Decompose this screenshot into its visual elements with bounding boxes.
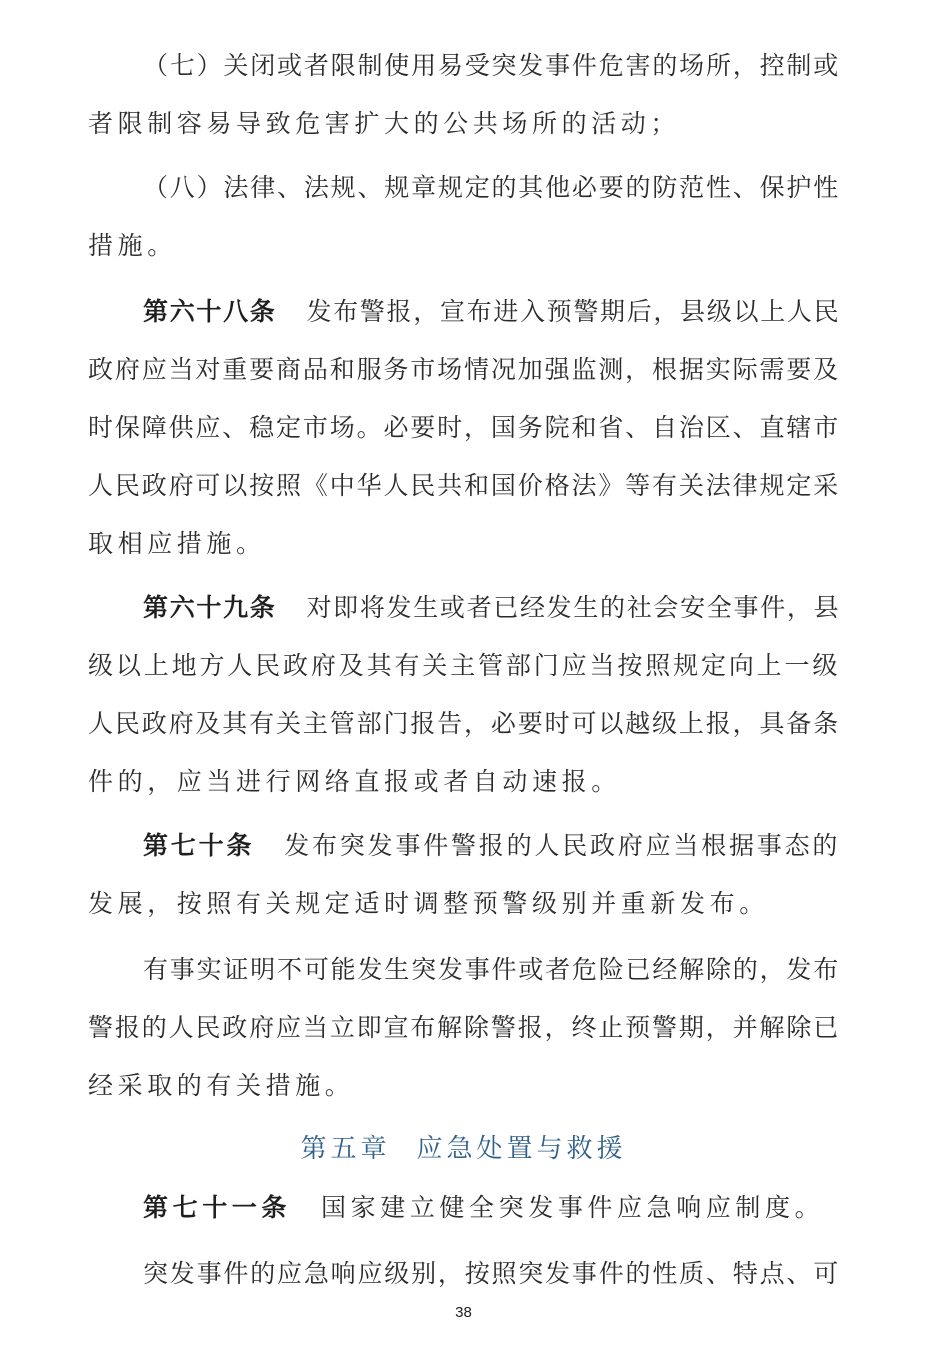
page-number: 38 xyxy=(455,1304,472,1321)
article-68-line-5: 取相应措施。 xyxy=(88,529,266,558)
paragraph-item-7-line-2: 者限制容易导致危害扩大的公共场所的活动； xyxy=(88,109,681,138)
article-70-para-2-line-2: 警报的人民政府应当立即宣布解除警报，终止预警期，并解除已 xyxy=(88,1013,840,1042)
article-70-para-2-line-3: 经采取的有关措施。 xyxy=(88,1071,355,1100)
paragraph-item-7-line-1: （七）关闭或者限制使用易受突发事件危害的场所，控制或 xyxy=(143,51,840,80)
article-69-line-1 xyxy=(143,590,840,626)
chapter-title: 应急处置与救援 xyxy=(416,1134,627,1164)
article-70-para-2-line-1: 有事实证明不可能发生突发事件或者危险已经解除的，发布 xyxy=(143,955,840,984)
article-69-text: 对即将发生或者已经发生的社会安全事件，县 xyxy=(306,593,840,622)
article-68-line-1 xyxy=(143,294,840,330)
article-71-text: 国家建立健全突发事件应急响应制度。 xyxy=(321,1193,825,1222)
article-71-para-2-line-1: 突发事件的应急响应级别，按照突发事件的性质、特点、可 xyxy=(143,1259,840,1288)
chapter-number: 第五章 xyxy=(300,1134,391,1164)
article-69-number: 第六十九条 xyxy=(143,593,277,622)
article-71-number: 第七十一条 xyxy=(143,1193,292,1222)
article-68-number: 第六十八条 xyxy=(143,297,277,326)
article-68-line-2: 政府应当对重要商品和服务市场情况加强监测，根据实际需要及 xyxy=(88,355,840,384)
article-68-line-4: 人民政府可以按照《中华人民共和国价格法》等有关法律规定采 xyxy=(88,471,840,500)
article-70-line-1 xyxy=(143,828,840,864)
article-69-line-4: 件的，应当进行网络直报或者自动速报。 xyxy=(88,767,621,796)
article-69-line-2: 级以上地方人民政府及其有关主管部门应当按照规定向上一级 xyxy=(88,651,840,680)
article-69-line-3: 人民政府及其有关主管部门报告，必要时可以越级上报，具备条 xyxy=(88,709,840,738)
article-68-line-3: 时保障供应、稳定市场。必要时，国务院和省、自治区、直辖市 xyxy=(88,413,840,442)
article-70-number: 第七十条 xyxy=(143,831,255,860)
chapter-heading xyxy=(0,1131,927,1167)
article-71-line-1 xyxy=(143,1190,840,1226)
paragraph-item-8-line-1: （八）法律、法规、规章规定的其他必要的防范性、保护性 xyxy=(143,173,840,202)
article-70-line-2: 发展，按照有关规定适时调整预警级别并重新发布。 xyxy=(88,889,769,918)
article-68-text: 发布警报，宣布进入预警期后，县级以上人民 xyxy=(306,297,840,326)
paragraph-item-8-line-2: 措施。 xyxy=(88,231,177,260)
article-70-text: 发布突发事件警报的人民政府应当根据事态的 xyxy=(284,831,840,860)
